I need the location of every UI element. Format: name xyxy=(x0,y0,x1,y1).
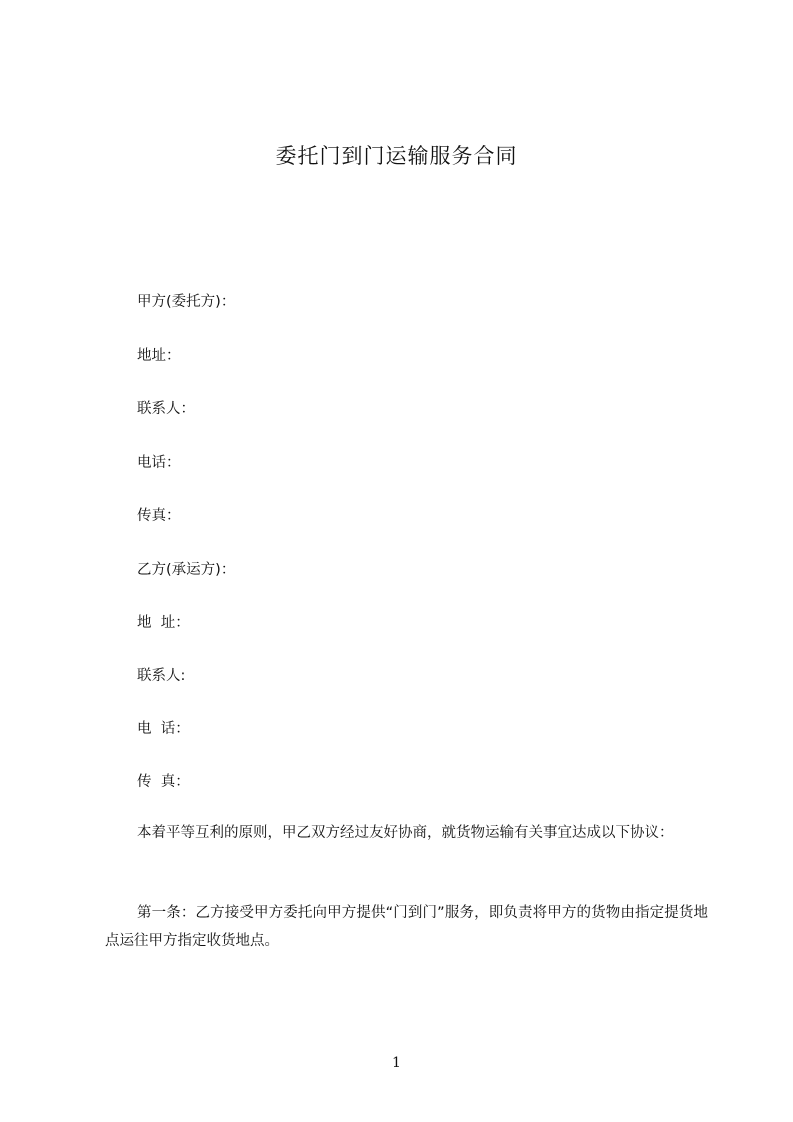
party-a-phone-label: 电话： xyxy=(137,455,181,471)
party-b-contact-label: 联系人: xyxy=(137,668,186,684)
party-b-fax-label: 传 真： xyxy=(137,774,190,790)
preamble-paragraph: 本着平等互利的原则，甲乙双方经过友好协商，就货物运输有关事宜达成以下协议： xyxy=(137,825,674,841)
party-b-phone-label: 电 话： xyxy=(137,721,190,737)
contract-title: 委托门到门运输服务合同 xyxy=(275,144,518,168)
page-number: 1 xyxy=(392,1055,401,1071)
party-a-address-label: 地址： xyxy=(137,348,181,364)
party-b-heading: 乙方(承运方)： xyxy=(137,562,236,578)
party-a-contact-label: 联系人： xyxy=(137,401,195,417)
party-a-heading: 甲方(委托方)： xyxy=(137,294,236,310)
party-b-address-label: 地 址： xyxy=(137,615,190,631)
party-a-fax-label: 传真： xyxy=(137,508,181,524)
article-1-paragraph: 第一条：乙方接受甲方委托向甲方提供“门到门”服务，即负责将甲方的货物由指定提货地点运往甲方指定收货地点。 xyxy=(105,905,708,949)
